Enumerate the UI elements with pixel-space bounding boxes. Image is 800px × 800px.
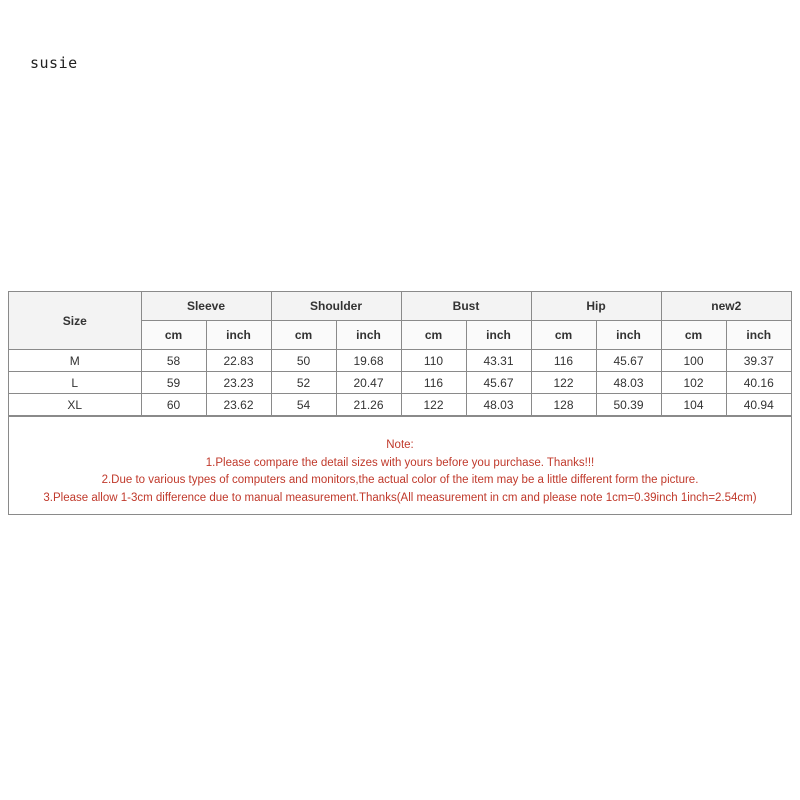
size-label: M bbox=[9, 350, 141, 372]
notes-section bbox=[9, 416, 791, 514]
table-cell: 50.39 bbox=[596, 394, 661, 416]
size-column-header: Size bbox=[9, 292, 141, 350]
table-cell: 60 bbox=[141, 394, 206, 416]
note-line: 1.Please compare the detail sizes with yours before you purchase. Thanks!!! bbox=[205, 456, 595, 469]
group-header-sleeve: Sleeve bbox=[141, 292, 271, 321]
table-cell: 19.68 bbox=[336, 350, 401, 372]
table-cell: 100 bbox=[661, 350, 726, 372]
table-cell: 23.23 bbox=[206, 372, 271, 394]
table-row bbox=[9, 372, 791, 394]
table-cell: 45.67 bbox=[466, 372, 531, 394]
table-cell: 20.47 bbox=[336, 372, 401, 394]
table-cell: 122 bbox=[531, 372, 596, 394]
unit-header: cm bbox=[401, 321, 466, 350]
notes-title: Note: bbox=[386, 439, 414, 451]
size-chart bbox=[8, 291, 792, 515]
table-cell: 40.16 bbox=[726, 372, 791, 394]
unit-header: inch bbox=[206, 321, 271, 350]
group-header-row bbox=[9, 292, 791, 321]
unit-header: cm bbox=[141, 321, 206, 350]
note-line: 2.Due to various types of computers and monitors,the actual color of the item may be a little different form the picture. bbox=[101, 474, 699, 486]
table-cell: 23.62 bbox=[206, 394, 271, 416]
table-cell: 54 bbox=[271, 394, 336, 416]
table-cell: 48.03 bbox=[466, 394, 531, 416]
table-cell: 59 bbox=[141, 372, 206, 394]
table-cell: 122 bbox=[401, 394, 466, 416]
group-header-bust: Bust bbox=[401, 292, 531, 321]
table-cell: 128 bbox=[531, 394, 596, 416]
unit-header: cm bbox=[661, 321, 726, 350]
unit-header: inch bbox=[466, 321, 531, 350]
table-cell: 58 bbox=[141, 350, 206, 372]
table-cell: 116 bbox=[531, 350, 596, 372]
table-cell: 50 bbox=[271, 350, 336, 372]
table-cell: 21.26 bbox=[336, 394, 401, 416]
table-cell: 110 bbox=[401, 350, 466, 372]
size-table bbox=[9, 292, 791, 416]
table-row bbox=[9, 394, 791, 416]
table-cell: 22.83 bbox=[206, 350, 271, 372]
table-cell: 48.03 bbox=[596, 372, 661, 394]
table-cell: 39.37 bbox=[726, 350, 791, 372]
group-header-hip: Hip bbox=[531, 292, 661, 321]
watermark-text: susie bbox=[30, 54, 78, 72]
size-label: XL bbox=[9, 394, 141, 416]
table-cell: 116 bbox=[401, 372, 466, 394]
unit-header: inch bbox=[336, 321, 401, 350]
table-cell: 43.31 bbox=[466, 350, 531, 372]
size-label: L bbox=[9, 372, 141, 394]
unit-header: cm bbox=[271, 321, 336, 350]
table-cell: 104 bbox=[661, 394, 726, 416]
group-header-new2: new2 bbox=[661, 292, 791, 321]
note-line: 3.Please allow 1-3cm difference due to manual measurement.Thanks(All measurement in cm and please note 1cm=0.39inch 1inch=2.54cm) bbox=[43, 491, 757, 504]
table-row bbox=[9, 350, 791, 372]
unit-header: cm bbox=[531, 321, 596, 350]
unit-header: inch bbox=[596, 321, 661, 350]
table-cell: 45.67 bbox=[596, 350, 661, 372]
table-cell: 52 bbox=[271, 372, 336, 394]
unit-header: inch bbox=[726, 321, 791, 350]
table-cell: 40.94 bbox=[726, 394, 791, 416]
group-header-shoulder: Shoulder bbox=[271, 292, 401, 321]
table-cell: 102 bbox=[661, 372, 726, 394]
